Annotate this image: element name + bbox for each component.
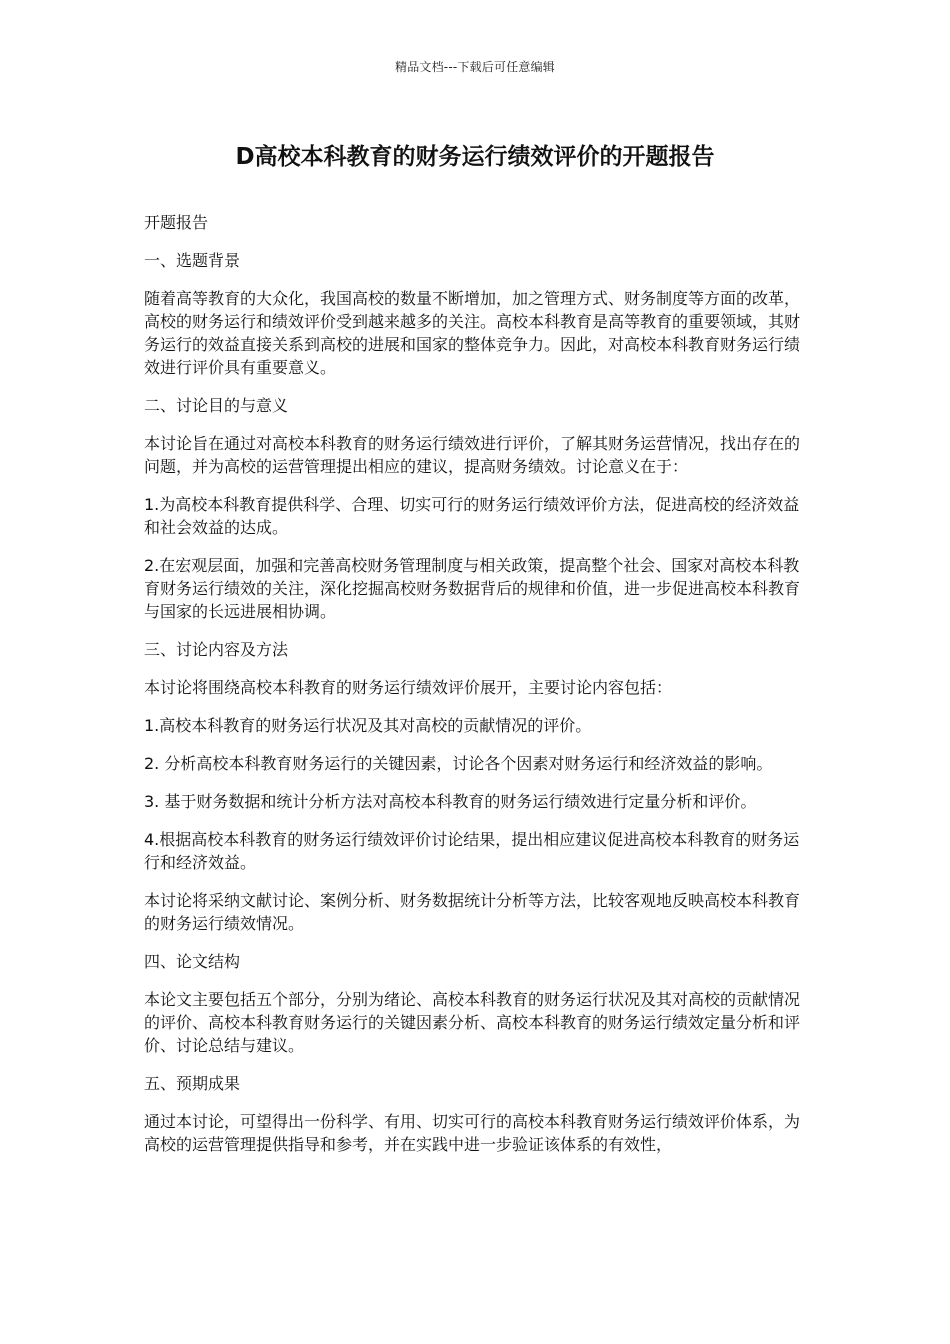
paragraph-content-intro: 本讨论将围绕高校本科教育的财务运行绩效评价展开，主要讨论内容包括：	[144, 678, 673, 697]
page-header: 精品文档---下载后可任意编辑	[395, 60, 555, 74]
paragraph-purpose: 本讨论旨在通过对高校本科教育的财务运行绩效进行评价，了解其财务运营情况，找出存在的问题，并为高校的运营管理提出相应的建议，提高财务绩效。讨论意义在于：	[144, 434, 801, 476]
list-item-content-4: 4.根据高校本科教育的财务运行绩效评价讨论结果，提出相应建议促进高校本科教育的财务运行和经济效益。	[144, 830, 800, 872]
section-heading-structure: 四、论文结构	[144, 952, 241, 971]
paragraph-background: 随着高等教育的大众化，我国高校的数量不断增加，加之管理方式、财务制度等方面的改革，高校的财务运行和绩效评价受到越来越多的关注。高校本科教育是高等教育的重要领域，其财务运行的效益直接关系到高校的进展和国家的整体竞争力。因此，对高校本科教育财务运行绩效进行评价具有重要意义。	[144, 289, 801, 377]
section-heading-content-method: 三、讨论内容及方法	[144, 640, 289, 659]
section-heading-purpose: 二、讨论目的与意义	[144, 396, 289, 415]
section-heading-background: 一、选题背景	[144, 251, 241, 270]
list-item-content-2: 2. 分析高校本科教育财务运行的关键因素，讨论各个因素对财务运行和经济效益的影响。	[144, 754, 773, 773]
list-item-content-3: 3. 基于财务数据和统计分析方法对高校本科教育的财务运行绩效进行定量分析和评价。	[144, 792, 757, 811]
list-item-content-1: 1.高校本科教育的财务运行状况及其对高校的贡献情况的评价。	[144, 716, 592, 735]
paragraph-structure: 本论文主要包括五个部分，分别为绪论、高校本科教育的财务运行状况及其对高校的贡献情况的评价、高校本科教育财务运行的关键因素分析、高校本科教育的财务运行绩效定量分析和评价、讨论总结与建议。	[144, 990, 801, 1055]
section-label-report: 开题报告	[144, 213, 209, 232]
section-heading-outcomes: 五、预期成果	[144, 1074, 241, 1093]
paragraph-outcomes: 通过本讨论，可望得出一份科学、有用、切实可行的高校本科教育财务运行绩效评价体系，为高校的运营管理提供指导和参考，并在实践中进一步验证该体系的有效性，	[144, 1112, 801, 1154]
document-title: D高校本科教育的财务运行绩效评价的开题报告	[235, 144, 715, 170]
list-item-purpose-2: 2.在宏观层面，加强和完善高校财务管理制度与相关政策，提高整个社会、国家对高校本科教育财务运行绩效的关注，深化挖掘高校财务数据背后的规律和价值，进一步促进高校本科教育与国家的长远进展相协调。	[144, 556, 801, 621]
list-item-purpose-1: 1.为高校本科教育提供科学、合理、切实可行的财务运行绩效评价方法，促进高校的经济效益和社会效益的达成。	[144, 495, 800, 537]
document-body	[144, 211, 809, 1171]
paragraph-methods: 本讨论将采纳文献讨论、案例分析、财务数据统计分析等方法，比较客观地反映高校本科教育的财务运行绩效情况。	[144, 891, 801, 933]
